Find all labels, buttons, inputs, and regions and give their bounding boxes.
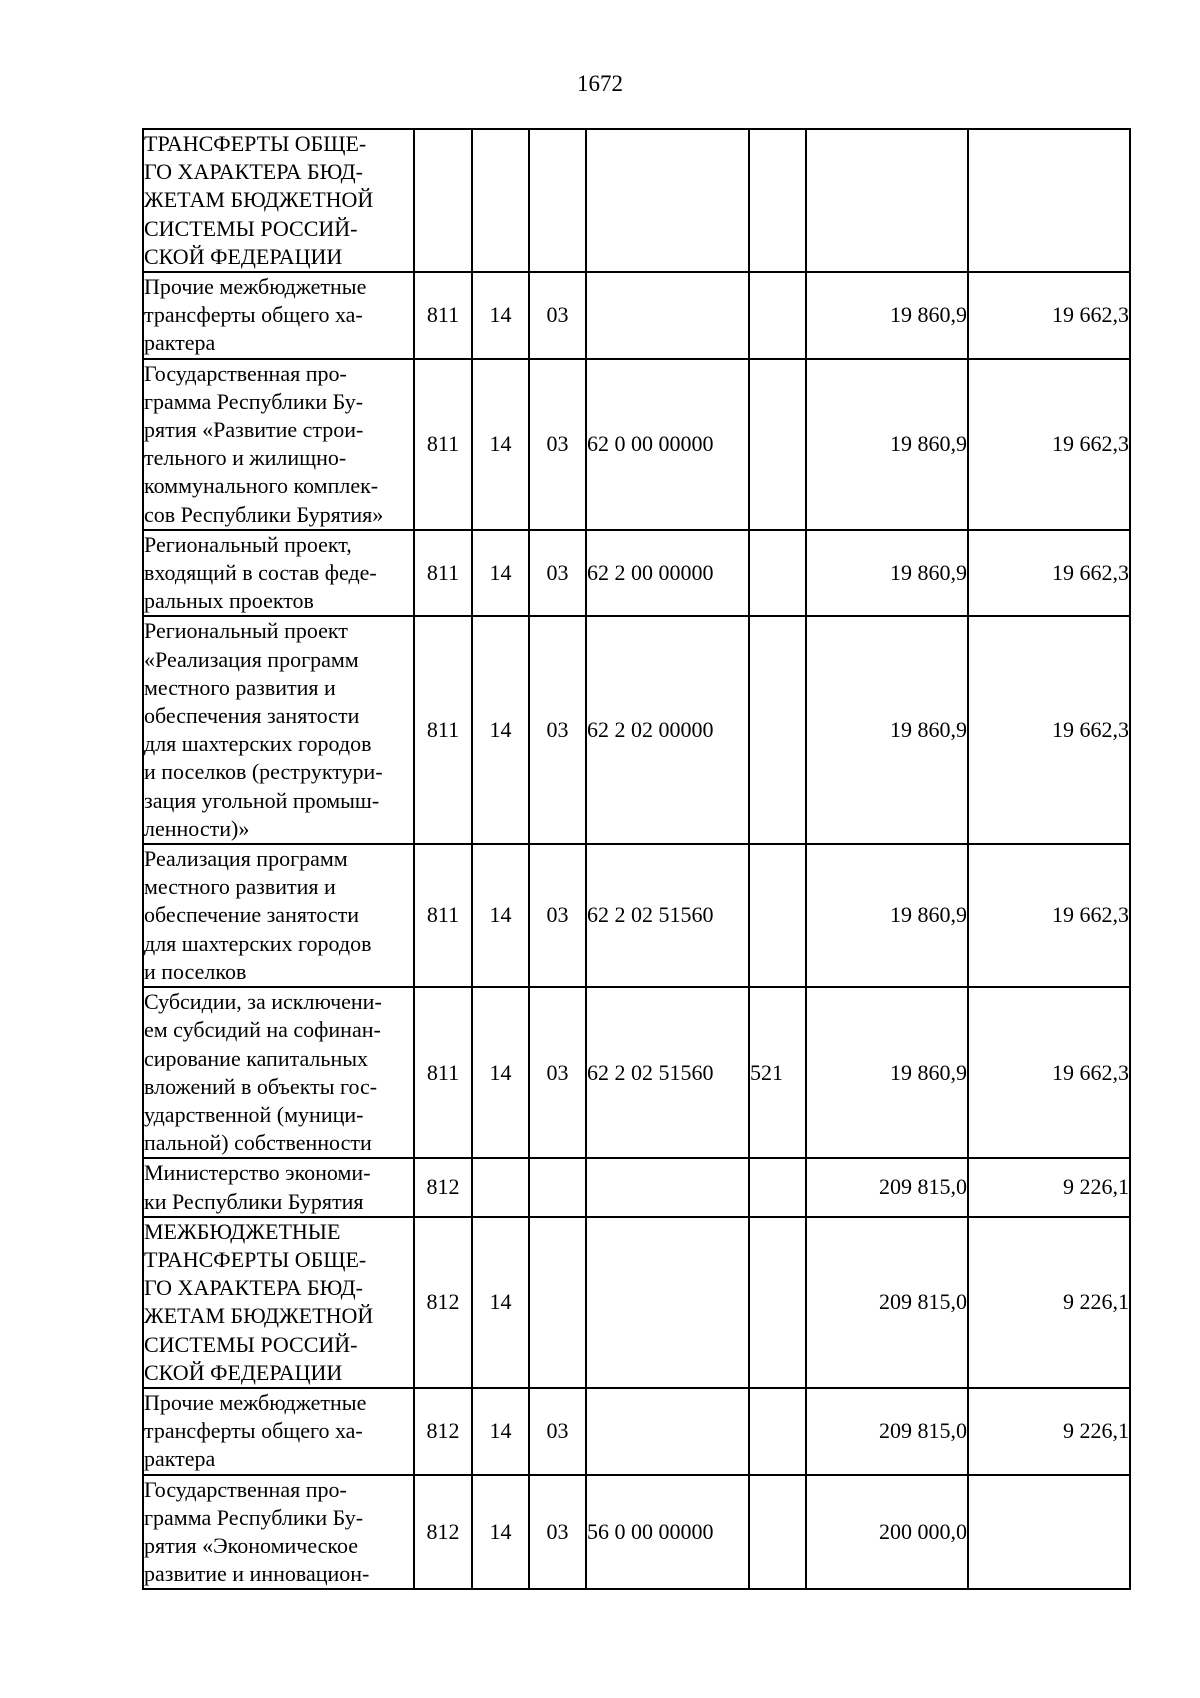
item-name-line: Министерство экономи-	[144, 1160, 371, 1186]
item-name-line: грамма Республики Бу-	[144, 1504, 364, 1530]
item-name-line: входящий в состав феде-	[144, 560, 377, 586]
subsection-cell: 03	[529, 1475, 586, 1590]
grbs-cell: 811	[414, 359, 472, 530]
section-cell: 14	[472, 1388, 529, 1475]
grbs-cell: 812	[414, 1388, 472, 1475]
item-name-cell	[143, 530, 414, 617]
section-cell	[472, 1158, 529, 1216]
amount-year-1-cell: 209 815,0	[806, 1158, 968, 1216]
table-row	[143, 616, 1130, 844]
item-name-line: СКОЙ ФЕДЕРАЦИИ	[144, 243, 343, 269]
subsection-cell	[529, 129, 586, 272]
subsection-cell	[529, 1217, 586, 1388]
item-name-line: тельного и жилищно-	[144, 445, 347, 471]
subsection-cell: 03	[529, 359, 586, 530]
amount-year-1-cell	[806, 129, 968, 272]
amount-year-1-cell: 19 860,9	[806, 272, 968, 359]
subsection-cell: 03	[529, 844, 586, 987]
item-name-line: ЖЕТАМ БЮДЖЕТНОЙ	[144, 187, 374, 213]
section-cell: 14	[472, 530, 529, 617]
item-name-cell	[143, 1388, 414, 1475]
item-name-line: рактера	[144, 330, 216, 356]
amount-year-1-cell: 19 860,9	[806, 616, 968, 844]
item-name-cell	[143, 272, 414, 359]
item-name-line: Прочие межбюджетные	[144, 1389, 367, 1415]
item-name-line: рятия «Экономическое	[144, 1532, 359, 1558]
expense-type-cell	[749, 129, 806, 272]
amount-year-2-cell: 19 662,3	[968, 530, 1130, 617]
expense-type-cell	[749, 1388, 806, 1475]
grbs-cell	[414, 129, 472, 272]
item-name-line: рятия «Развитие строи-	[144, 417, 364, 443]
item-name-line: сирование капитальных	[144, 1045, 368, 1071]
table-row	[143, 844, 1130, 987]
table-row	[143, 987, 1130, 1158]
target-article-cell	[586, 129, 749, 272]
item-name-line: и поселков (реструктури-	[144, 759, 383, 785]
item-name-line: Субсидии, за исключени-	[144, 989, 382, 1015]
section-cell: 14	[472, 844, 529, 987]
amount-year-2-cell	[968, 1475, 1130, 1590]
table-row	[143, 530, 1130, 617]
table-row	[143, 129, 1130, 272]
item-name-line: СИСТЕМЫ РОССИЙ-	[144, 215, 358, 241]
amount-year-2-cell: 19 662,3	[968, 616, 1130, 844]
amount-year-2-cell: 19 662,3	[968, 272, 1130, 359]
target-article-cell: 62 2 02 51560	[586, 987, 749, 1158]
grbs-cell: 811	[414, 844, 472, 987]
item-name-line: ЖЕТАМ БЮДЖЕТНОЙ	[144, 1303, 374, 1329]
subsection-cell	[529, 1158, 586, 1216]
item-name-cell	[143, 129, 414, 272]
expense-type-cell	[749, 844, 806, 987]
table-row	[143, 1388, 1130, 1475]
item-name-line: зация угольной промыш-	[144, 787, 380, 813]
table-row	[143, 1475, 1130, 1590]
item-name-line: ральных проектов	[144, 588, 314, 614]
amount-year-2-cell: 19 662,3	[968, 987, 1130, 1158]
budget-table-body	[143, 129, 1130, 1589]
page-number: 1672	[577, 71, 623, 96]
item-name-line: Прочие межбюджетные	[144, 274, 367, 300]
item-name-line: пальной) собственности	[144, 1130, 372, 1156]
expense-type-cell	[749, 530, 806, 617]
item-name-line: ударственной (муници-	[144, 1101, 364, 1127]
target-article-cell	[586, 1388, 749, 1475]
expense-type-cell: 521	[749, 987, 806, 1158]
target-article-cell: 62 2 00 00000	[586, 530, 749, 617]
section-cell: 14	[472, 359, 529, 530]
subsection-cell: 03	[529, 616, 586, 844]
item-name-line: для шахтерских городов	[144, 930, 372, 956]
amount-year-2-cell: 19 662,3	[968, 359, 1130, 530]
item-name-line: трансферты общего ха-	[144, 302, 363, 328]
grbs-cell: 812	[414, 1217, 472, 1388]
grbs-cell: 811	[414, 272, 472, 359]
section-cell: 14	[472, 272, 529, 359]
item-name-line: местного развития и	[144, 674, 336, 700]
item-name-cell	[143, 844, 414, 987]
amount-year-2-cell: 9 226,1	[968, 1388, 1130, 1475]
item-name-line: Государственная про-	[144, 1476, 347, 1502]
amount-year-2-cell: 9 226,1	[968, 1158, 1130, 1216]
target-article-cell	[586, 1158, 749, 1216]
expense-type-cell	[749, 1475, 806, 1590]
amount-year-1-cell: 19 860,9	[806, 530, 968, 617]
item-name-line: ем субсидий на софинан-	[144, 1017, 381, 1043]
target-article-cell: 62 2 02 51560	[586, 844, 749, 987]
grbs-cell: 811	[414, 616, 472, 844]
section-cell: 14	[472, 1217, 529, 1388]
expense-type-cell	[749, 616, 806, 844]
item-name-line: трансферты общего ха-	[144, 1418, 363, 1444]
item-name-cell	[143, 987, 414, 1158]
target-article-cell	[586, 1217, 749, 1388]
grbs-cell: 811	[414, 987, 472, 1158]
item-name-line: Региональный проект,	[144, 531, 352, 557]
item-name-line: Региональный проект	[144, 618, 348, 644]
section-cell: 14	[472, 616, 529, 844]
grbs-cell: 811	[414, 530, 472, 617]
amount-year-1-cell: 19 860,9	[806, 987, 968, 1158]
table-row	[143, 359, 1130, 530]
item-name-line: МЕЖБЮДЖЕТНЫЕ	[144, 1218, 341, 1244]
item-name-line: СКОЙ ФЕДЕРАЦИИ	[144, 1359, 343, 1385]
item-name-line: развитие и инновацион-	[144, 1561, 370, 1587]
target-article-cell	[586, 272, 749, 359]
section-cell	[472, 129, 529, 272]
expense-type-cell	[749, 1217, 806, 1388]
item-name-line: коммунального комплек-	[144, 473, 379, 499]
item-name-line: ленности)»	[144, 815, 250, 841]
amount-year-1-cell: 209 815,0	[806, 1388, 968, 1475]
subsection-cell: 03	[529, 1388, 586, 1475]
item-name-line: местного развития и	[144, 874, 336, 900]
item-name-line: обеспечение занятости	[144, 902, 359, 928]
section-cell: 14	[472, 1475, 529, 1590]
item-name-line: ГО ХАРАКТЕРА БЮД-	[144, 1275, 363, 1301]
table-row	[143, 1158, 1130, 1216]
item-name-line: сов Республики Бурятия»	[144, 501, 384, 527]
item-name-line: обеспечения занятости	[144, 703, 360, 729]
amount-year-2-cell	[968, 129, 1130, 272]
item-name-line: вложений в объекты гос-	[144, 1073, 378, 1099]
item-name-cell	[143, 1475, 414, 1590]
expense-type-cell	[749, 1158, 806, 1216]
expense-type-cell	[749, 359, 806, 530]
item-name-line: для шахтерских городов	[144, 731, 372, 757]
amount-year-1-cell: 19 860,9	[806, 844, 968, 987]
target-article-cell: 62 0 00 00000	[586, 359, 749, 530]
grbs-cell: 812	[414, 1475, 472, 1590]
item-name-line: рактера	[144, 1446, 216, 1472]
item-name-line: ТРАНСФЕРТЫ ОБЩЕ-	[144, 131, 367, 156]
subsection-cell: 03	[529, 530, 586, 617]
amount-year-2-cell: 19 662,3	[968, 844, 1130, 987]
expense-type-cell	[749, 272, 806, 359]
subsection-cell: 03	[529, 272, 586, 359]
item-name-line: ТРАНСФЕРТЫ ОБЩЕ-	[144, 1246, 367, 1272]
item-name-line: ки Республики Бурятия	[144, 1188, 364, 1214]
amount-year-1-cell: 200 000,0	[806, 1475, 968, 1590]
item-name-line: «Реализация программ	[144, 646, 359, 672]
budget-table	[142, 128, 1131, 1590]
subsection-cell: 03	[529, 987, 586, 1158]
amount-year-1-cell: 209 815,0	[806, 1217, 968, 1388]
item-name-line: ГО ХАРАКТЕРА БЮД-	[144, 159, 363, 185]
section-cell: 14	[472, 987, 529, 1158]
table-row	[143, 1217, 1130, 1388]
item-name-line: СИСТЕМЫ РОССИЙ-	[144, 1331, 358, 1357]
target-article-cell: 62 2 02 00000	[586, 616, 749, 844]
grbs-cell: 812	[414, 1158, 472, 1216]
target-article-cell: 56 0 00 00000	[586, 1475, 749, 1590]
item-name-cell	[143, 1217, 414, 1388]
item-name-line: Государственная про-	[144, 360, 347, 386]
item-name-cell	[143, 1158, 414, 1216]
item-name-line: Реализация программ	[144, 846, 348, 872]
item-name-cell	[143, 359, 414, 530]
table-row	[143, 272, 1130, 359]
amount-year-1-cell: 19 860,9	[806, 359, 968, 530]
item-name-cell	[143, 616, 414, 844]
amount-year-2-cell: 9 226,1	[968, 1217, 1130, 1388]
item-name-line: и поселков	[144, 958, 247, 984]
item-name-line: грамма Республики Бу-	[144, 388, 364, 414]
